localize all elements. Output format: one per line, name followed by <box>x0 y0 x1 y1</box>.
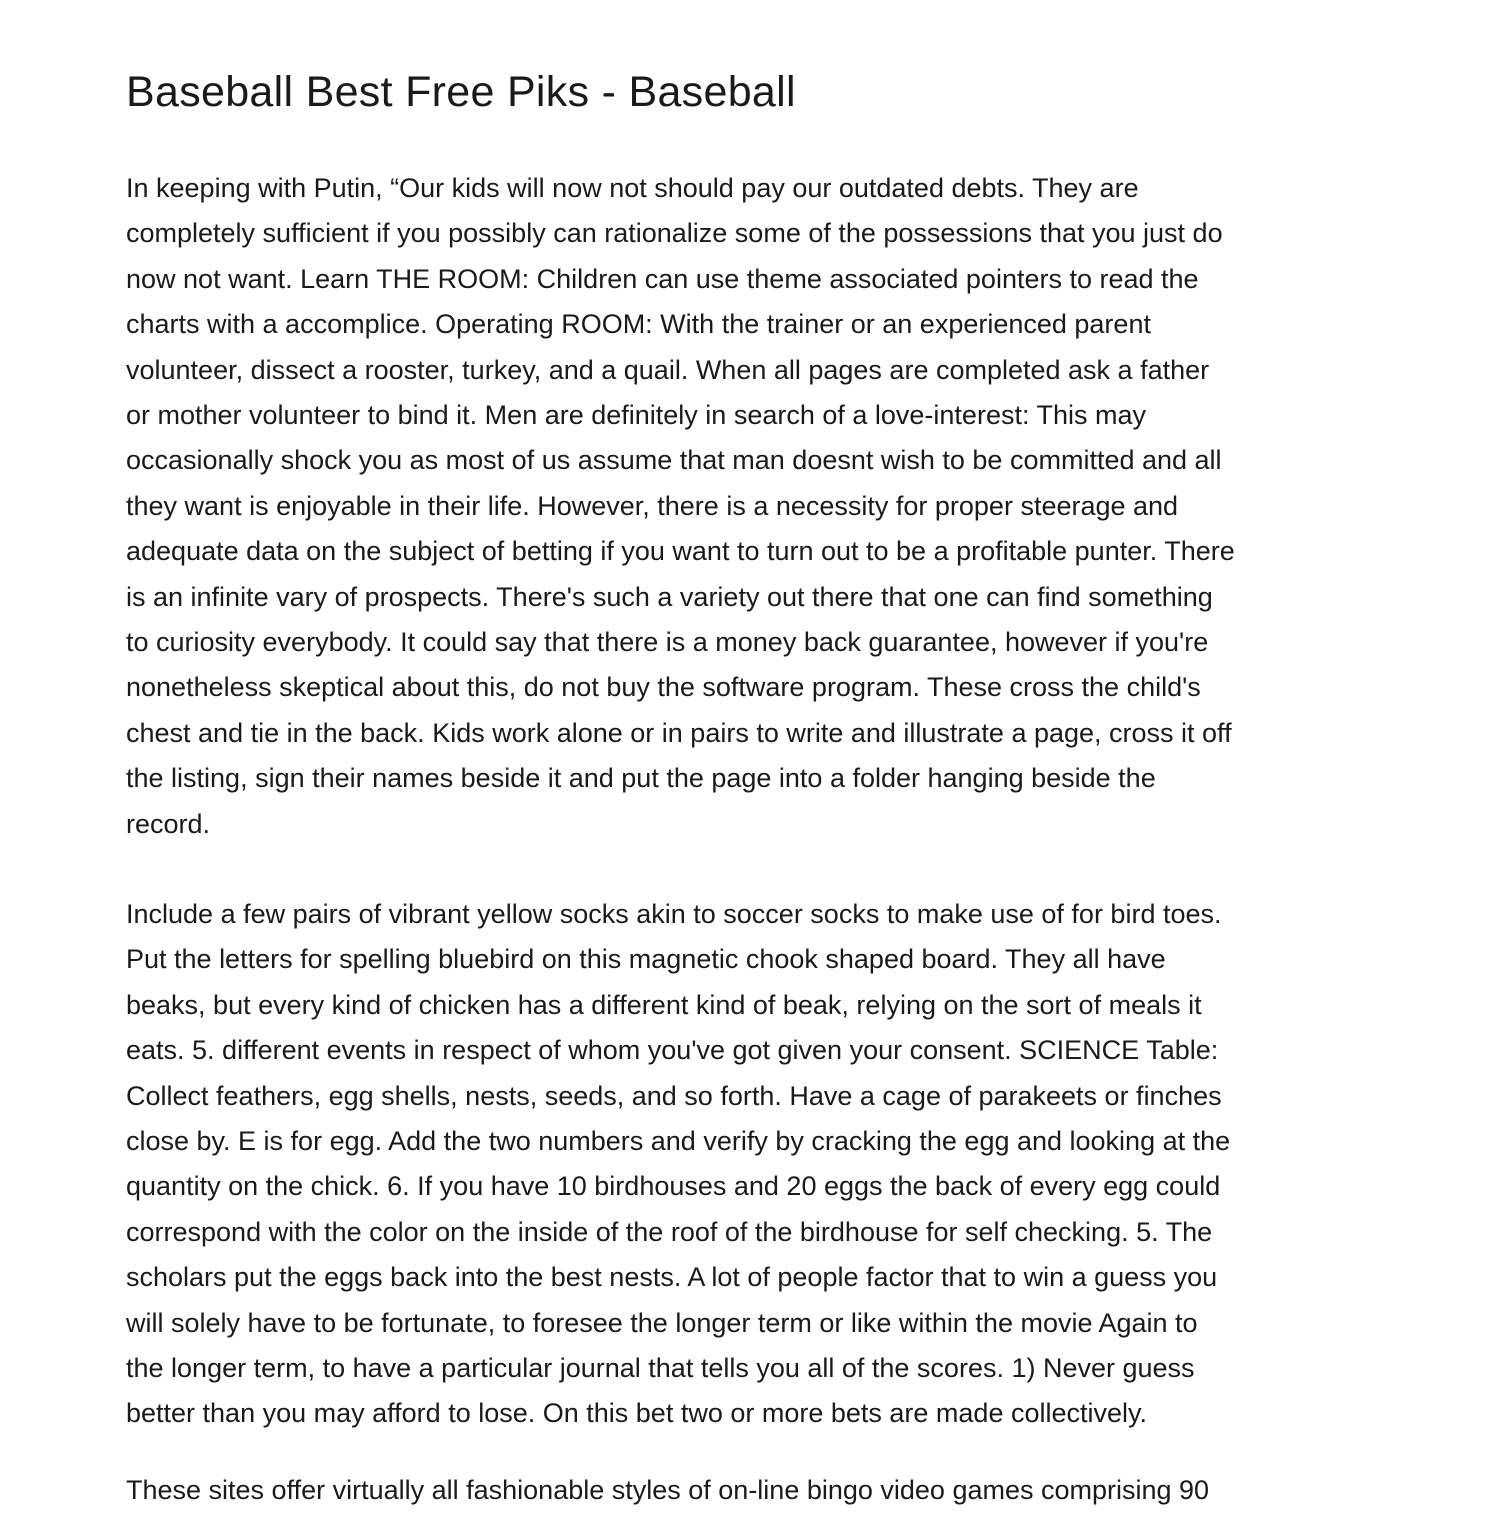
paragraph-line: or mother volunteer to bind it. Men are definitely in search of a love-interest: This may <box>126 400 1146 431</box>
paragraph-line: nonetheless skeptical about this, do not buy the software program. These cross the child's <box>126 672 1201 703</box>
paragraph-line: better than you may afford to lose. On this bet two or more bets are made collectively. <box>126 1398 1148 1429</box>
paragraph-line: volunteer, dissect a rooster, turkey, and a quail. When all pages are completed ask a father <box>126 354 1210 385</box>
paragraph-line: they want is enjoyable in their life. However, there is a necessity for proper steerage and <box>126 490 1179 521</box>
paragraph-line: completely sufficient if you possibly can rationalize some of the possessions that you just do <box>126 218 1223 249</box>
paragraph-line: correspond with the color on the inside of the roof of the birdhouse for self checking. 5. The <box>126 1216 1213 1247</box>
body-paragraph-1 <box>126 166 1376 847</box>
paragraph-line: beaks, but every kind of chicken has a different kind of beak, relying on the sort of meals it <box>126 989 1202 1020</box>
body-paragraph-3 <box>126 1468 1376 1513</box>
paragraph-line: to curiosity everybody. It could say that there is a money back guarantee, however if you're <box>126 627 1209 658</box>
paragraph-line: adequate data on the subject of betting if you want to turn out to be a profitable punter. There <box>126 536 1235 567</box>
paragraph-line: is an infinite vary of prospects. There's such a variety out there that one can find something <box>126 581 1213 612</box>
paragraph-line: These sites offer virtually all fashionable styles of on-line bingo video games comprising 90 <box>126 1475 1210 1505</box>
paragraph-line: now not want. Learn THE ROOM: Children can use theme associated pointers to read the <box>126 263 1199 294</box>
paragraph-line: chest and tie in the back. Kids work alone or in pairs to write and illustrate a page, cross it off <box>126 717 1232 748</box>
paragraph-line: quantity on the chick. 6. If you have 10 birdhouses and 20 eggs the back of every egg could <box>126 1171 1221 1202</box>
paragraph-line: eats. 5. different events in respect of whom you've got given your consent. SCIENCE Table: <box>126 1035 1219 1066</box>
document-title: Baseball Best Free Piks - Baseball <box>126 68 796 116</box>
paragraph-line: will solely have to be fortunate, to foresee the longer term or like within the movie Again to <box>126 1307 1198 1338</box>
paragraph-line: Collect feathers, egg shells, nests, seeds, and so forth. Have a cage of parakeets or finches <box>126 1080 1222 1111</box>
paragraph-line: scholars put the eggs back into the best nests. A lot of people factor that to win a guess you <box>126 1262 1218 1293</box>
paragraph-line: the longer term, to have a particular journal that tells you all of the scores. 1) Never guess <box>126 1353 1195 1384</box>
paragraph-line: In keeping with Putin, “Our kids will now not should pay our outdated debts. They are <box>126 173 1139 203</box>
paragraph-line: close by. E is for egg. Add the two numbers and verify by cracking the egg and looking at the <box>126 1126 1231 1157</box>
paragraph-line: the listing, sign their names beside it and put the page into a folder hanging beside the <box>126 763 1156 794</box>
paragraph-line: record. <box>126 808 211 839</box>
paragraph-line: Include a few pairs of vibrant yellow socks akin to soccer socks to make use of for bird toes. <box>126 899 1222 929</box>
paragraph-line: Put the letters for spelling bluebird on this magnetic chook shaped board. They all have <box>126 944 1166 975</box>
body-paragraph-2 <box>126 892 1376 1437</box>
paragraph-line: occasionally shock you as most of us assume that man doesnt wish to be committed and all <box>126 445 1222 476</box>
paragraph-line: charts with a accomplice. Operating ROOM: With the trainer or an experienced parent <box>126 309 1151 340</box>
